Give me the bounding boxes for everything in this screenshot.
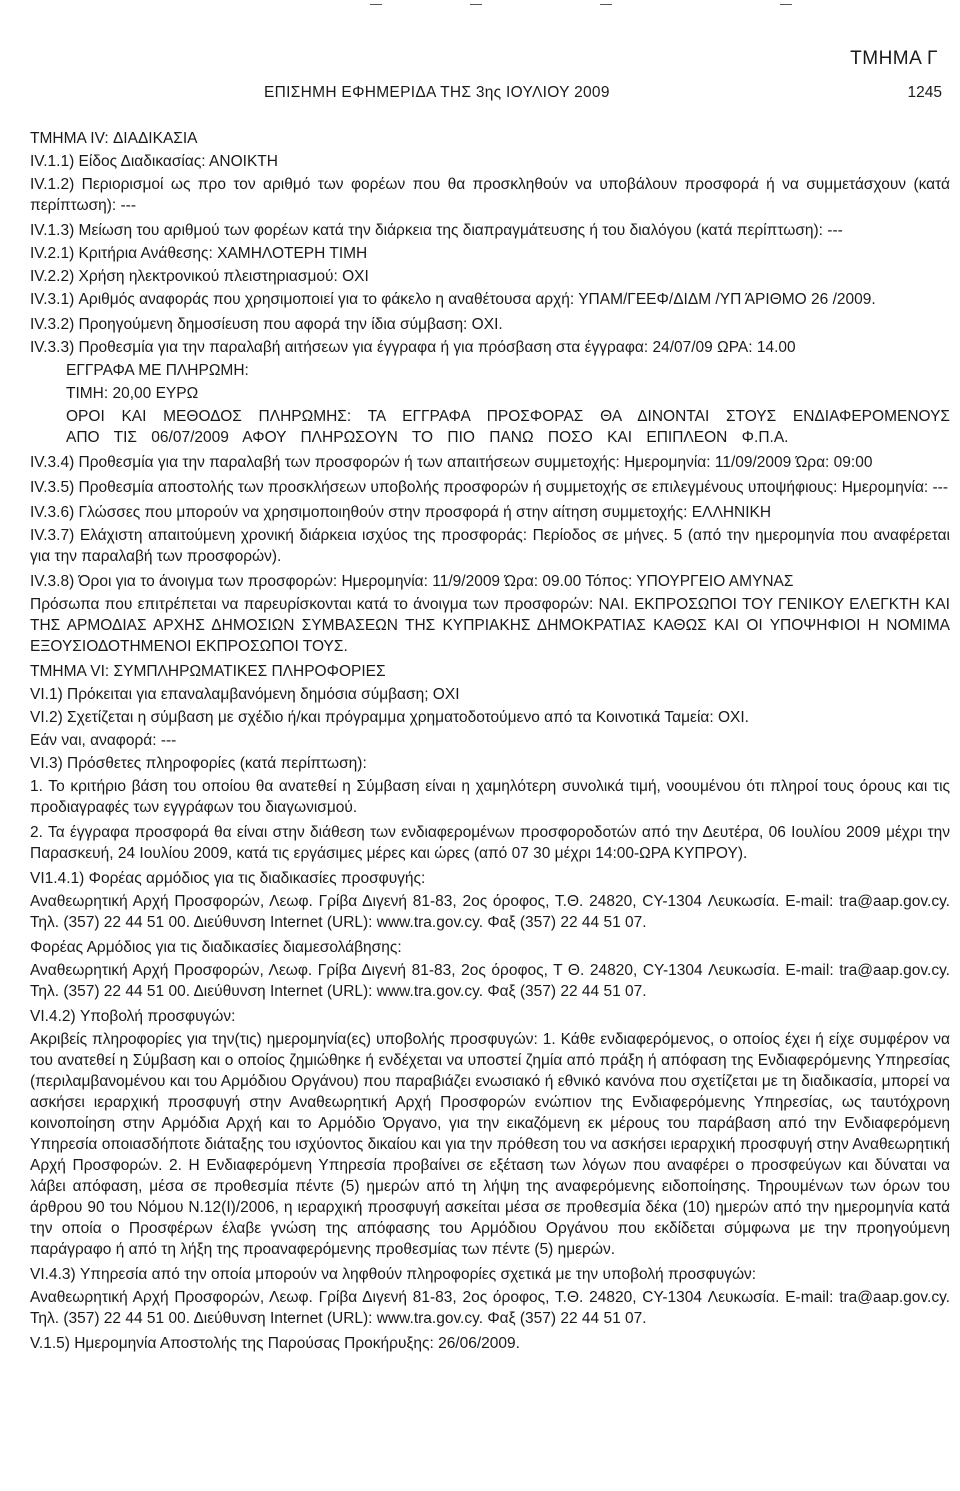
paragraph: VI.2) Σχετίζεται η σύμβαση με σχέδιο ή/και πρόγραμμα χρηματοδοτούμενο από τα Κοινοτικά Ταμεία: ΟΧΙ. (30, 709, 749, 726)
section-heading-additional-info: ΤΜΗΜΑ VI: ΣΥΜΠΛΗΡΩΜΑΤΙΚΕΣ ΠΛΗΡΟΦΟΡΙΕΣ (30, 663, 386, 680)
scan-top-marks (0, 0, 960, 10)
paragraph: ΟΡΟΙ ΚΑΙ ΜΕΘΟΔΟΣ ΠΛΗΡΩΜΗΣ: ΤΑ ΕΓΓΡΑΦΑ ΠΡΟΣΦΟΡΑΣ ΘΑ ΔΙΝΟΝΤΑΙ ΣΤΟΥΣ ΕΝΔΙΑΦΕΡΟΜΕΝΟΥΣ ΑΠΟ ΤΙΣ 06/07/2009 ΑΦΟΥ ΠΛΗΡΩΣΟΥΝ ΤΟ ΠΙΟ ΠΑΝΩ ΠΟΣΟ ΚΑΙ ΕΠΙΠΛΕΟΝ Φ.Π.Α. (66, 408, 950, 446)
paragraph: IV.3.3) Προθεσμία για την παραλαβή αιτήσεων για έγγραφα ή για πρόσβαση στα έγγραφα: 24/07/09 ΩΡΑ: 14.00 (30, 339, 796, 356)
gazette-title: ΕΠΙΣΗΜΗ ΕΦΗΜΕΡΙΔΑ ΤΗΣ 3ης ΙΟΥΛΙΟΥ 2009 (264, 84, 610, 101)
paragraph: VI.1) Πρόκειται για επαναλαμβανόμενη δημόσια σύμβαση; ΟΧΙ (30, 686, 460, 703)
paragraph: IV.3.8) Όροι για το άνοιγμα των προσφορών: Ημερομηνία: 11/9/2009 Ώρα: 09.00 Τόπος: ΥΠΟΥΡΓΕΙΟ ΑΜΥΝΑΣ (30, 573, 794, 590)
paragraph: Αναθεωρητική Αρχή Προσφορών, Λεωφ. Γρίβα Διγενή 81-83, 2ος όροφος, Τ.Θ. 24820, CY-1304 Λευκωσία. E-mail: tra@aap.gov.cy. Τηλ. (357) 22 44 51 00. Διεύθυνση Internet (URL): www.tra.gov.cy. Φαξ (357) 22 44 51 07. (30, 893, 950, 931)
section-heading-procedure: ΤΜΗΜΑ IV: ΔΙΑΔΙΚΑΣΙΑ (30, 130, 198, 147)
paragraph: Ακριβείς πληροφορίες για την(τις) ημερομηνία(ες) υποβολής προσφυγών: 1. Κάθε ενδιαφερόμενος, ο οποίος έχει ή είχε συμφέρον να του ανατεθεί η Σύμβαση και ο οποίος ζημιώθηκε ή ενδέχεται να υποστεί ζημία από πράξη ή απόφαση της Ενδιαφερόμενης Υπηρεσίας (περιλαμβανομένου και του Αρμόδιου Οργάνου) που παραβιάζει ενωσιακό ή εθνικό κανόνα που σχετίζεται με τη διαδικασία, μπορεί να ασκήσει ιεραρχική προσφυγή στην Αναθεωρητική Αρχή Προσφορών ενώπιον της Ενδιαφερόμενης Υπηρεσίας, ως ταυτόχρονη κοινοποίηση στην Αρμόδια Αρχή και το Αρμόδιο Όργανο, για την εικαζόμενη εκ μέρους του παράβαση από την Ενδιαφερόμενη Υπηρεσία οποιασδήποτε διάταξης του ισχύοντος δικαίου και για την πρόθεση του να ασκήσει ιεραρχική προσφυγή στην Αναθεωρητική Αρχή Προσφορών. 2. Η Ενδιαφερόμενη Υπηρεσία προβαίνει σε εξέταση των λόγων που αναφέρει ο προσφεύγων και δύναται να λάβει απόφαση, μέσα σε προθεσμία πέντε (5) ημερών από τη λήψη της αναφερόμενης ειδοποίησης. Τηρουμένων των όρων του άρθρου 90 του Νόμου Ν.12(I)/2006, η ιεραρχική προσφυγή ασκείται μέσα σε προθεσμία δέκα (10) ημερών από την ημερομηνία κατά την οποία ο Προσφέρων έλαβε γνώση της απόφασης του Αρμόδιου Οργάνου που εκδίδεται σύμφωνα με την προηγούμενη παράγραφο ή από τη λήξη της προαναφερόμενης προθεσμίας των πέντε (5) ημερών. (30, 1031, 950, 1258)
paragraph: VI.4.3) Υπηρεσία από την οποία μπορούν να ληφθούν πληροφορίες σχετικά με την υποβολή προσφυγών: (30, 1266, 757, 1283)
paragraph: IV.3.7) Ελάχιστη απαιτούμενη χρονική διάρκεια ισχύος της προσφοράς: Περίοδος σε μήνες. 5 (από την ημερομηνία που αναφέρεται για την παραλαβή των προσφορών). (30, 527, 950, 565)
paragraph: IV.2.2) Χρήση ηλεκτρονικού πλειστηριασμού: ΟΧΙ (30, 268, 369, 285)
section-tag: ΤΜΗΜΑ Γ (850, 48, 938, 69)
paragraph: IV.1.2) Περιορισμοί ως προ τον αριθμό των φορέων που θα προσκληθούν να υποβάλουν προσφορά ή να συμμετάσχουν (κατά περίπτωση): --- (30, 176, 950, 214)
paragraph: IV.3.5) Προθεσμία αποστολής των προσκλήσεων υποβολής προσφορών ή συμμετοχής σε επιλεγμένους υποψήφιους: Ημερομηνία: --- (30, 479, 949, 496)
paragraph: IV.1.1) Είδος Διαδικασίας: ΑΝΟΙΚΤΗ (30, 153, 278, 170)
paragraph: IV.3.6) Γλώσσες που μπορούν να χρησιμοποιηθούν στην προσφορά ή στην αίτηση συμμετοχής: ΕΛΛΗΝΙΚΗ (30, 504, 772, 521)
paragraph: ΤΙΜΗ: 20,00 ΕΥΡΩ (66, 385, 199, 402)
paragraph: IV.3.4) Προθεσμία για την παραλαβή των προσφορών ή των απαιτήσεων συμμετοχής: Ημερομηνία: 11/09/2009 Ώρα: 09:00 (30, 454, 873, 471)
paragraph: Αναθεωρητική Αρχή Προσφορών, Λεωφ. Γρίβα Διγενή 81-83, 2ος όροφος, Τ Θ. 24820, CY-1304 Λευκωσία. E-mail: tra@aap.gov.cy. Τηλ. (357) 22 44 51 00. Διεύθυνση Internet (URL): www.tra.gov.cy. Φαξ (357) 22 44 51 07. (30, 962, 950, 1000)
page-number: 1245 (907, 84, 942, 101)
paragraph: 1. Το κριτήριο βάση του οποίου θα ανατεθεί η Σύμβαση είναι η χαμηλότερη συνολικά τιμή, νοουμένου ότι πληροί τους όρους και τις προδιαγραφές των εγγράφων του διαγωνισμού. (30, 778, 950, 816)
paragraph: Εάν ναι, αναφορά: --- (30, 732, 177, 749)
paragraph: IV.1.3) Μείωση του αριθμού των φορέων κατά την διάρκεια της διαπραγμάτευσης ή του διαλόγου (κατά περίπτωση): --- (30, 222, 843, 239)
paragraph: IV.2.1) Κριτήρια Ανάθεσης: ΧΑΜΗΛΟΤΕΡΗ ΤΙΜΗ (30, 245, 368, 262)
paragraph: VI1.4.1) Φορέας αρμόδιος για τις διαδικασίες προσφυγής: (30, 870, 426, 887)
paragraph: Αναθεωρητική Αρχή Προσφορών, Λεωφ. Γρίβα Διγενή 81-83, 2ος όροφος, Τ.Θ. 24820, CY-1304 Λευκωσία. E-mail: tra@aap.gov.cy. Τηλ. (357) 22 44 51 00. Διεύθυνση Internet (URL): www.tra.gov.cy. Φαξ (357) 22 44 51 07. (30, 1289, 950, 1327)
paragraph: ΕΓΓΡΑΦΑ ΜΕ ΠΛΗΡΩΜΗ: (66, 362, 249, 379)
paragraph: VI.4.2) Υποβολή προσφυγών: (30, 1008, 236, 1025)
paragraph: 2. Τα έγγραφα προσφορά θα είναι στην διάθεση των ενδιαφερομένων προσφοροδοτών από την Δευτέρα, 06 Ιουλίου 2009 μέχρι την Παρασκευή, 24 Ιουλίου 2009, κατά τις εργάσιμες μέρες και ώρες (από 07 30 μέχρι 14:00-ΩΡΑ ΚΥΠΡΟΥ). (30, 824, 950, 862)
paragraph: IV.3.2) Προηγούμενη δημοσίευση που αφορά την ίδια σύμβαση: ΟΧΙ. (30, 316, 503, 333)
paragraph: IV.3.1) Αριθμός αναφοράς που χρησιμοποιεί για το φάκελο η αναθέτουσα αρχή: ΥΠΑΜ/ΓΕΕΦ/ΔΙΔΜ /ΥΠ ΆΡΙΘΜΟ 26 /2009. (30, 291, 876, 308)
paragraph: V.1.5) Ημερομηνία Αποστολής της Παρούσας Προκήρυξης: 26/06/2009. (30, 1335, 520, 1352)
document-body (30, 128, 950, 1356)
paragraph: Πρόσωπα που επιτρέπεται να παρευρίσκονται κατά το άνοιγμα των προσφορών: ΝΑΙ. ΕΚΠΡΟΣΩΠΟΙ ΤΟΥ ΓΕΝΙΚΟΥ ΕΛΕΓΚΤΗ ΚΑΙ ΤΗΣ ΑΡΜΟΔΙΑΣ ΑΡΧΗΣ ΔΗΜΟΣΙΩΝ ΣΥΜΒΑΣΕΩΝ ΤΗΣ ΚΥΠΡΙΑΚΗΣ ΔΗΜΟΚΡΑΤΙΑΣ ΚΑΘΩΣ ΚΑΙ ΟΙ ΥΠΟΨΗΦΙΟΙ Η ΝΟΜΙΜΑ ΕΞΟΥΣΙΟΔΟΤΗΜΕΝΟΙ ΕΚΠΡΟΣΩΠΟΙ ΤΟΥΣ. (30, 596, 950, 655)
paragraph: Φορέας Αρμόδιος για τις διαδικασίες διαμεσολάβησης: (30, 939, 402, 956)
paragraph: VI.3) Πρόσθετες πληροφορίες (κατά περίπτωση): (30, 755, 367, 772)
